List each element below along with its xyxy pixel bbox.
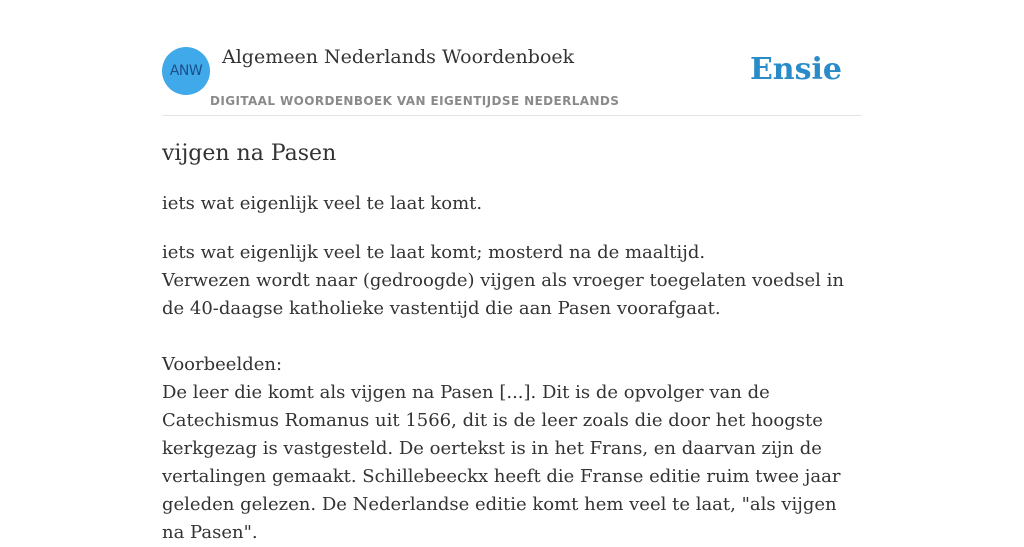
anw-logo[interactable]: ANW [162,47,210,95]
example-text: De leer die komt als vijgen na Pasen [...]. Dit is de opvolger van de Catechismus Romanus uit 1566, dit is de leer zoals die door het hoogste kerkgezag is vastgesteld. De oertekst is in het Frans, en daarvan zijn de vertalingen gemaakt. Schillebeeckx heeft die Franse editie ruim twee jaar geleden gelezen. De Nederlandse editie komt hem veel te laat, "als vijgen na Pasen". [162,382,841,543]
site-title[interactable]: Algemeen Nederlands Woordenboek [222,46,575,68]
spacer [162,323,862,351]
ensie-brand-link[interactable]: Ensie [749,52,842,87]
site-subtitle: DIGITAAL WOORDENBOEK VAN EIGENTIJDSE NEDERLANDS [210,94,620,108]
site-header [162,0,862,116]
explanation: Verwezen wordt naar (gedroogde) vijgen als vroeger toegelaten voedsel in de 40-daagse katholieke vastentijd die aan Pasen voorafgaat. [162,270,844,319]
entry-title: vijgen na Pasen [162,141,337,166]
page [162,0,862,543]
short-definition: iets wat eigenlijk veel te laat komt. [162,193,483,214]
definition-line: iets wat eigenlijk veel te laat komt; mosterd na de maaltijd. [162,242,706,263]
long-definition [162,239,862,547]
examples-label: Voorbeelden: [162,354,283,375]
